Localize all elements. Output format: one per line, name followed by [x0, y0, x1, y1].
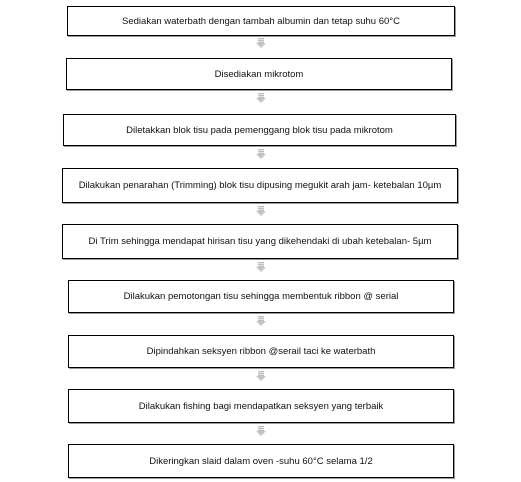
down-arrow-icon	[256, 93, 266, 103]
flow-step-5-label: Di Trim sehingga mendapat hirisan tisu yang dikehendaki di ubah ketebalan- 5µm	[88, 236, 432, 247]
flow-step-8	[68, 389, 454, 423]
flow-step-9-label: Dikeringkan slaid dalam oven -suhu 60°C selama 1/2	[149, 455, 373, 467]
down-arrow-icon	[256, 371, 266, 381]
down-arrow-icon	[256, 262, 266, 272]
flow-step-1-label: Sediakan waterbath dengan tambah albumin dan tetap suhu 60°C	[122, 15, 400, 27]
flow-step-7	[68, 335, 454, 368]
flow-step-9	[68, 444, 454, 478]
flow-step-2-label: Disediakan mikrotom	[214, 68, 304, 80]
flow-step-8-label: Dilakukan fishing bagi mendapatkan seksyen yang terbaik	[138, 400, 384, 412]
down-arrow-icon	[256, 316, 266, 326]
flow-step-3	[63, 114, 456, 146]
down-arrow-icon	[256, 206, 266, 216]
flow-step-7-label: Dipindahkan seksyen ribbon @serail taci ke waterbath	[146, 346, 376, 357]
down-arrow-icon	[256, 149, 266, 159]
flow-step-1	[67, 6, 455, 36]
flow-step-4-label: Dilakukan penarahan (Trimming) blok tisu dipusing megukit arah jam- ketebalan 10µm	[78, 180, 442, 191]
flow-step-4	[62, 168, 458, 203]
flow-step-5	[62, 224, 458, 259]
flow-step-3-label: Diletakkan blok tisu pada pemenggang blok tisu pada mikrotom	[126, 124, 393, 136]
flow-step-2	[66, 58, 452, 90]
flow-step-6	[68, 280, 454, 313]
down-arrow-icon	[256, 38, 266, 48]
flow-step-6-label: Dilakukan pemotongan tisu sehingga membentuk ribbon @ serial	[123, 291, 399, 302]
down-arrow-icon	[256, 426, 266, 436]
